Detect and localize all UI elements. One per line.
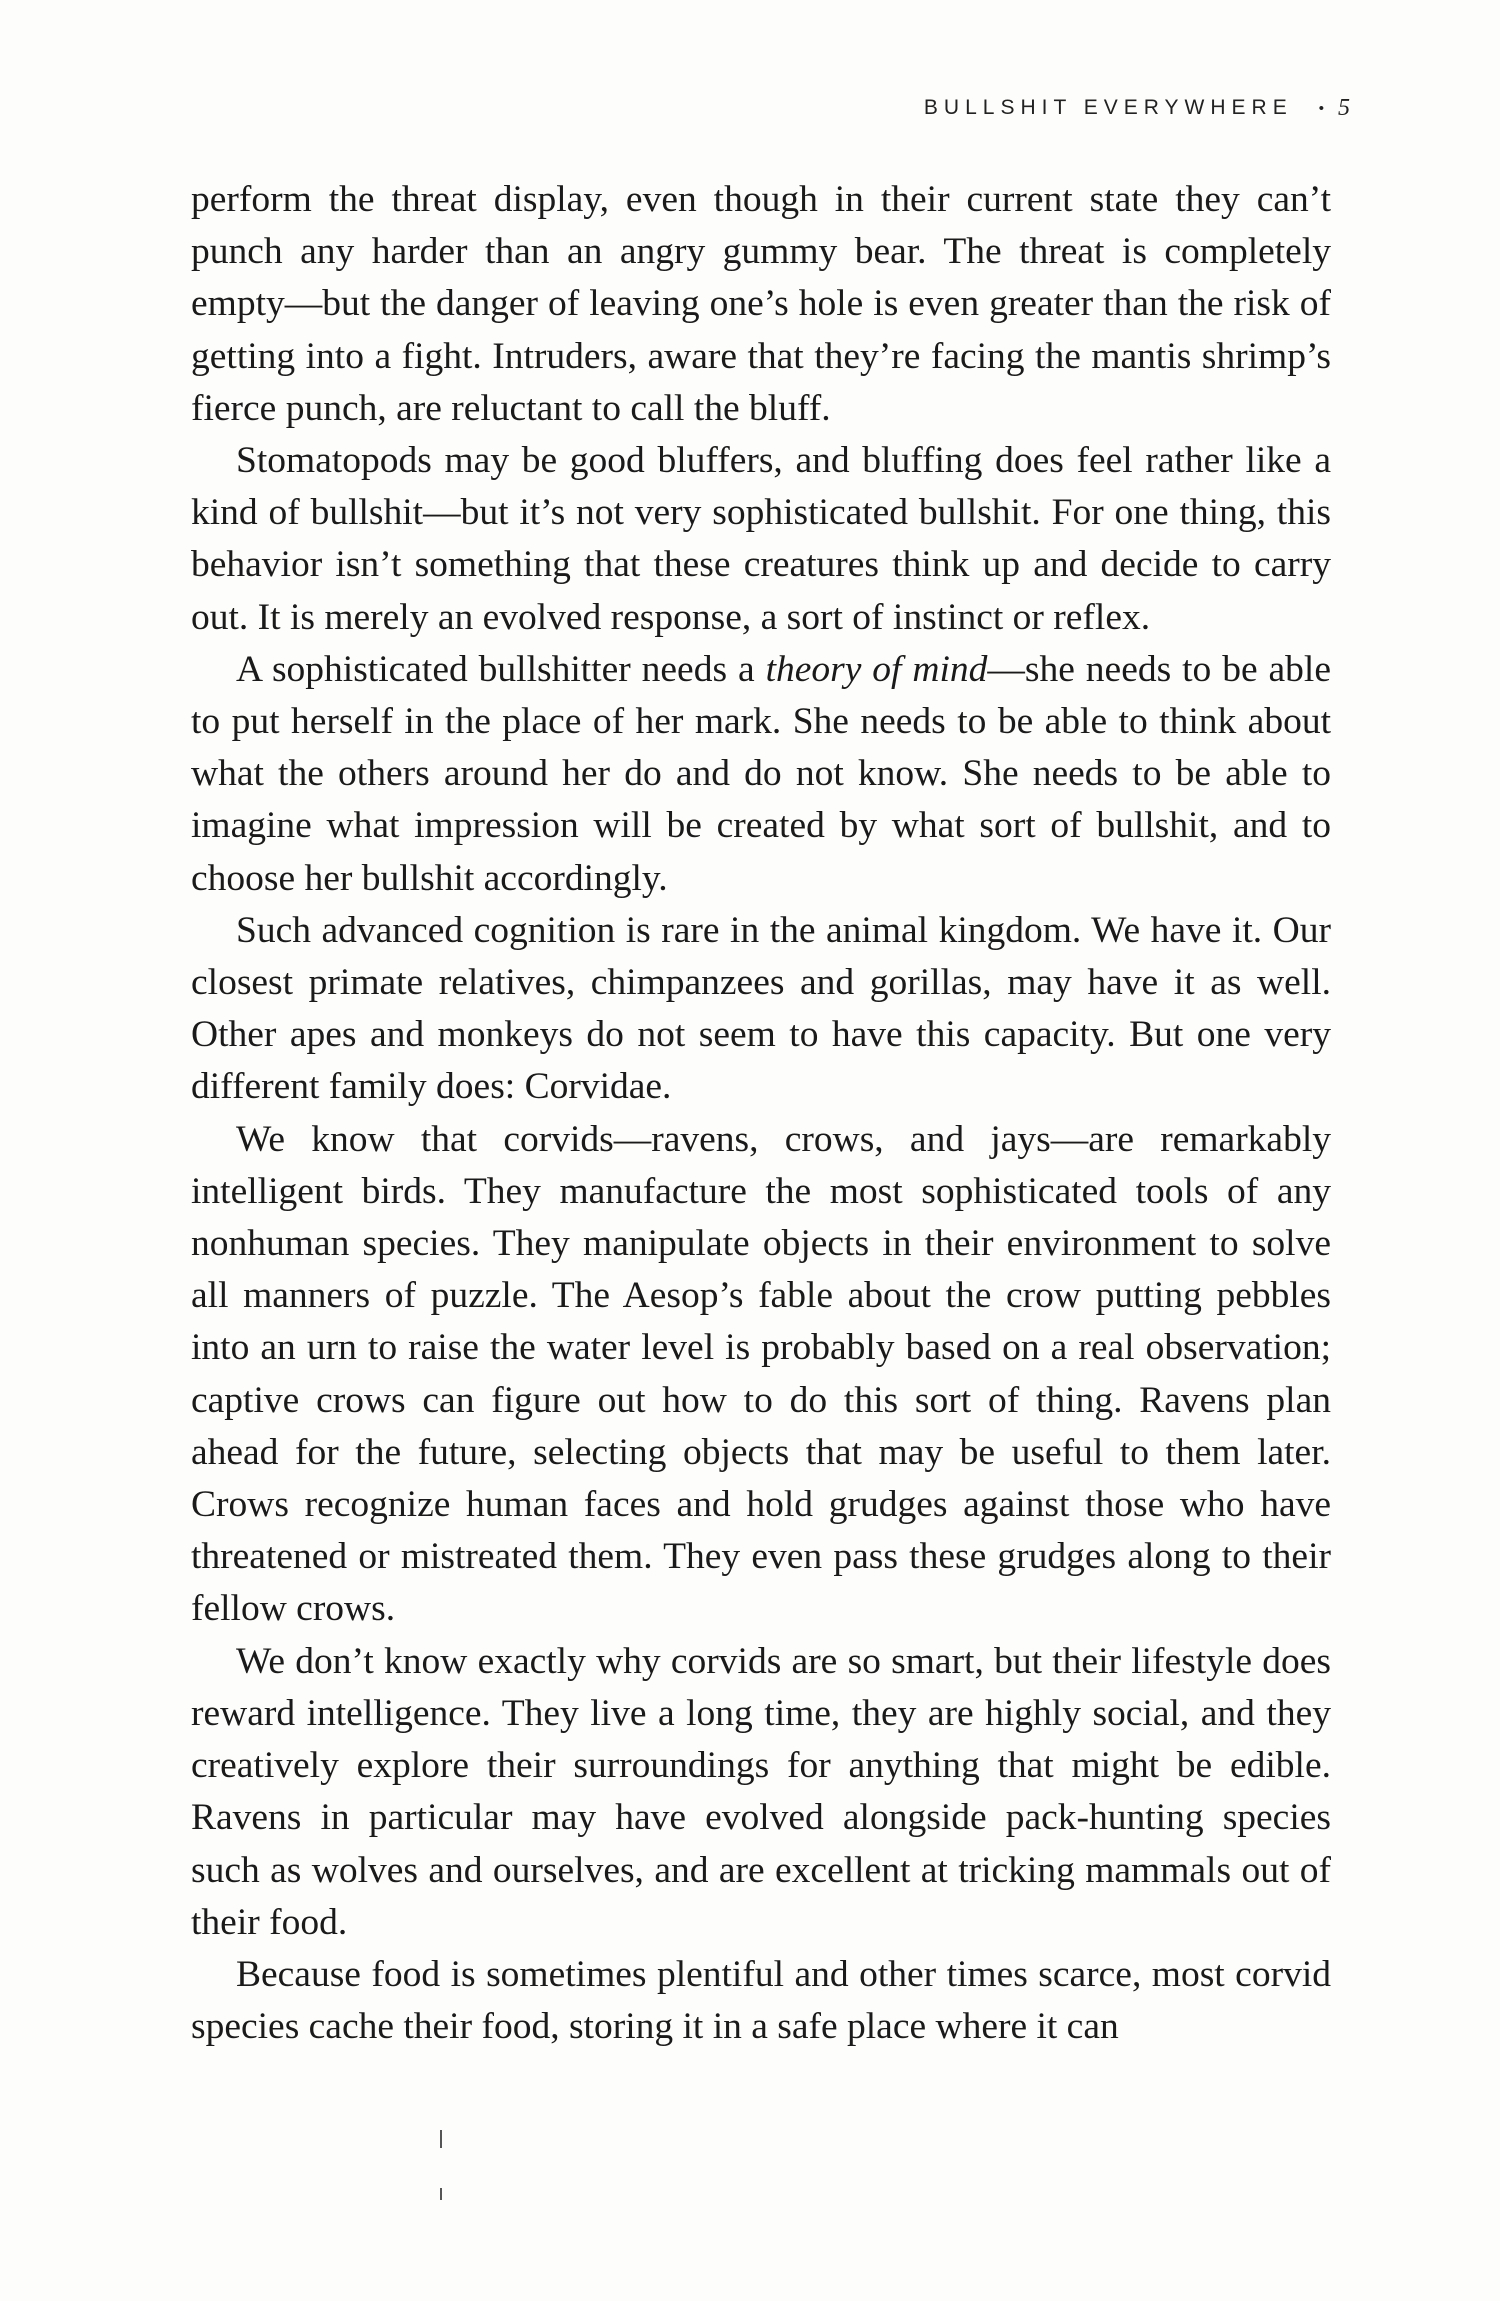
scan-mark-upper bbox=[440, 2130, 442, 2148]
paragraph-4: Such advanced cognition is rare in the animal kingdom. We have it. Our closest primate relatives, chimpanzees and gorillas, may have it as well. Other apes and monkeys do not seem to have this capacity. But one very different family does: Corvidae. bbox=[191, 909, 1331, 1108]
running-head bbox=[760, 88, 1350, 128]
paragraph-7: Because food is sometimes plentiful and other times scarce, most corvid species cache their food, storing it in a safe place where it can bbox=[191, 1953, 1331, 2048]
paragraph-3 bbox=[191, 644, 1331, 905]
bullet-separator: • bbox=[1318, 99, 1324, 117]
paragraph-5: We know that corvids—ravens, crows, and jays—are remarkably intelligent birds. They manufacture the most sophisticated tools of any nonhuman species. They manipulate objects in their environment to solve all manners of puzzle. The Aesop’s fable about the crow putting pebbles into an urn to raise the water level is probably based on a real observation; captive crows can figure out how to do this sort of thing. Ravens plan ahead for the future, selecting objects that may be useful to them later. Crows recognize human faces and hold grudges against those who have threatened or mistreated them. They even pass these grudges along to their fellow crows. bbox=[191, 1118, 1331, 1630]
paragraph-3-before: A sophisticated bullshitter needs a bbox=[236, 648, 766, 690]
paragraph-2: Stomatopods may be good bluffers, and bluffing does feel rather like a kind of bullshit—but it’s not very sophisticated bullshit. For one thing, this behavior isn’t something that these creatures think up and decide to carry out. It is merely an evolved response, a sort of instinct or reflex. bbox=[191, 440, 1331, 638]
scan-mark-lower bbox=[440, 2188, 442, 2200]
paragraph-6: We don’t know exactly why corvids are so smart, but their lifestyle does reward intelligence. They live a long time, they are highly social, and they creatively explore their surroundings for anything that might be edible. Ravens in particular may have evolved alongside pack-hunting species such as wolves and ourselves, and are excellent at tricking mammals out of their food. bbox=[191, 1640, 1331, 1943]
running-title: BULLSHIT EVERYWHERE bbox=[923, 96, 1293, 119]
page-number: 5 bbox=[1338, 94, 1350, 121]
paragraph-3-after: —she needs to be able to put herself in the place of her mark. She needs to be able to think about what the others around her do and do not know. She needs to be able to imagine what impression will be created by what sort of bullshit, and to choose her bullshit accordingly. bbox=[191, 648, 1331, 899]
body-text bbox=[191, 174, 1331, 2053]
theory-of-mind-emphasis: theory of mind bbox=[765, 648, 988, 690]
paragraph-1: perform the threat display, even though in their current state they can’t punch any harder than an angry gummy bear. The threat is completely empty—but the danger of leaving one’s hole is even greater than the risk of getting into a fight. Intruders, aware that they’re facing the mantis shrimp’s fierce punch, are reluctant to call the bluff. bbox=[191, 179, 1331, 429]
